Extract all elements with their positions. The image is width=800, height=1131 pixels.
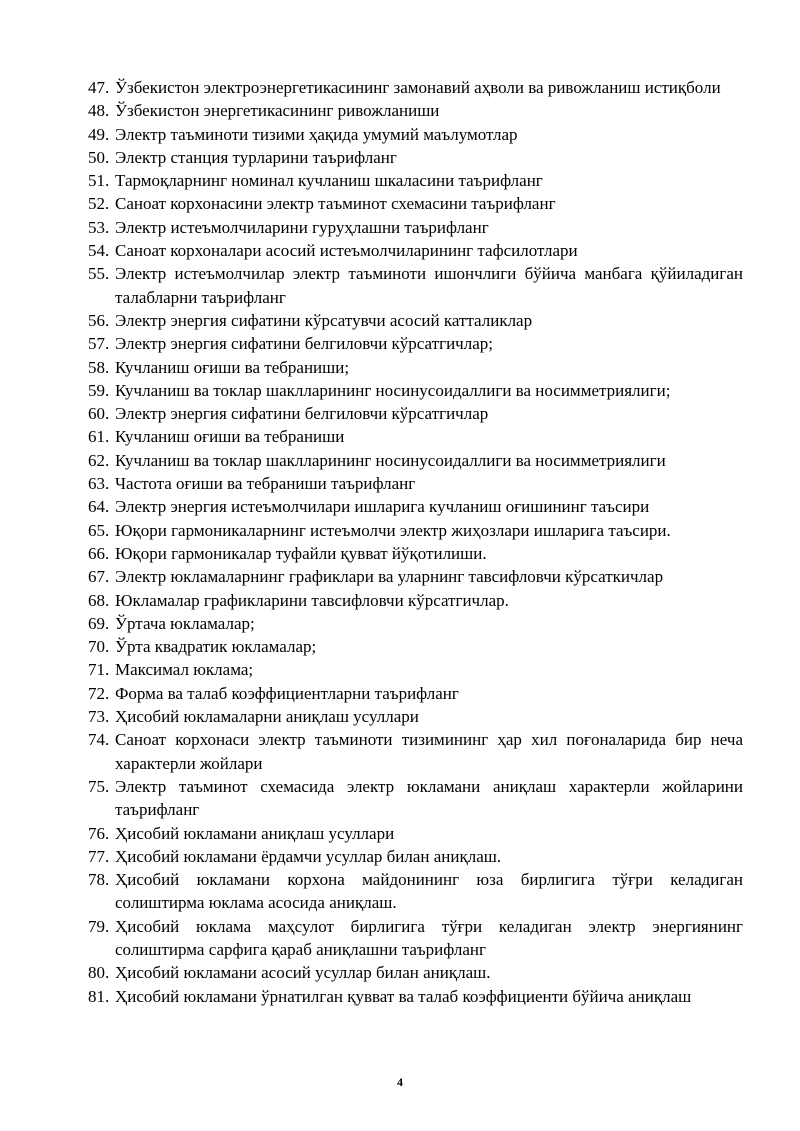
item-number: 77. bbox=[88, 846, 110, 866]
item-text: Ҳисобий юкламани ўрнатилган қувват ва талаб коэффициенти бўйича аниқлаш bbox=[115, 986, 692, 1006]
list-item bbox=[88, 822, 743, 845]
item-number: 62. bbox=[88, 450, 110, 470]
item-number: 78. bbox=[88, 870, 110, 890]
list-item bbox=[88, 123, 743, 146]
list-item bbox=[88, 332, 743, 355]
list-item bbox=[88, 379, 743, 402]
list-item bbox=[88, 961, 743, 984]
question-list bbox=[88, 76, 743, 1008]
item-number: 67. bbox=[88, 567, 110, 587]
item-number: 49. bbox=[88, 124, 110, 144]
item-text: Электр истеъмолчилар электр таъминоти ишончлиги бўйича манбага қўйиладиган талабларни таърифланг bbox=[115, 264, 743, 307]
item-number: 52. bbox=[88, 194, 110, 214]
item-number: 75. bbox=[88, 776, 110, 796]
list-item bbox=[88, 495, 743, 518]
list-item bbox=[88, 146, 743, 169]
list-item bbox=[88, 402, 743, 425]
item-number: 48. bbox=[88, 101, 110, 121]
item-text: Форма ва талаб коэффициентларни таърифланг bbox=[115, 683, 459, 703]
item-text: Электр энергия сифатини кўрсатувчи асосий катталиклар bbox=[115, 310, 533, 330]
item-text: Частота оғиши ва тебраниши таърифланг bbox=[115, 474, 416, 494]
item-text: Юқори гармоникаларнинг истеъмолчи электр жиҳозлари ишларига таъсири. bbox=[115, 520, 671, 540]
item-text: Ҳисобий юклама маҳсулот бирлигига тўғри келадиган электр энергиянинг солиштирма сарфига қараб аниқлашни таърифланг bbox=[115, 916, 743, 959]
item-number: 58. bbox=[88, 357, 110, 377]
item-number: 72. bbox=[88, 683, 110, 703]
item-number: 63. bbox=[88, 474, 110, 494]
item-text: Ўрта квадратик юкламалар; bbox=[115, 637, 317, 657]
list-item bbox=[88, 262, 743, 309]
item-number: 69. bbox=[88, 613, 110, 633]
item-text: Кучланиш оғиши ва тебраниши; bbox=[115, 357, 350, 377]
item-number: 73. bbox=[88, 707, 110, 727]
item-number: 60. bbox=[88, 404, 110, 424]
item-text: Юқори гармоникалар туфайли қувват йўқотилиши. bbox=[115, 543, 487, 563]
item-number: 50. bbox=[88, 147, 110, 167]
item-number: 65. bbox=[88, 520, 110, 540]
item-text: Электр энергия истеъмолчилари ишларига кучланиш оғишининг таъсири bbox=[115, 497, 650, 517]
list-item bbox=[88, 635, 743, 658]
item-number: 47. bbox=[88, 78, 110, 97]
list-item bbox=[88, 472, 743, 495]
list-item bbox=[88, 589, 743, 612]
item-text: Ўзбекистон энергетикасининг ривожланиши bbox=[115, 101, 440, 121]
item-number: 76. bbox=[88, 823, 110, 843]
list-item bbox=[88, 775, 743, 822]
item-number: 54. bbox=[88, 241, 110, 261]
item-text: Электр таъминоти тизими ҳақида умумий маълумотлар bbox=[115, 124, 518, 144]
item-text: Саноат корхонасини электр таъминот схемасини таърифланг bbox=[115, 194, 556, 214]
list-item bbox=[88, 542, 743, 565]
item-text: Ҳисобий юкламаларни аниқлаш усуллари bbox=[115, 707, 419, 727]
list-item bbox=[88, 76, 743, 99]
item-number: 66. bbox=[88, 543, 110, 563]
list-item bbox=[88, 519, 743, 542]
item-number: 79. bbox=[88, 916, 110, 936]
list-item bbox=[88, 682, 743, 705]
item-number: 51. bbox=[88, 171, 110, 191]
item-text: Ўзбекистон электроэнергетикасининг замонавий аҳволи ва ривожланиш истиқболи bbox=[115, 78, 721, 97]
item-number: 56. bbox=[88, 310, 110, 330]
item-text: Ҳисобий юкламани асосий усуллар билан аниқлаш. bbox=[115, 963, 491, 983]
item-text: Ҳисобий юкламани аниқлаш усуллари bbox=[115, 823, 395, 843]
item-text: Электр станция турларини таърифланг bbox=[115, 147, 397, 167]
item-number: 71. bbox=[88, 660, 110, 680]
list-item bbox=[88, 449, 743, 472]
list-item bbox=[88, 356, 743, 379]
item-number: 74. bbox=[88, 730, 110, 750]
list-item bbox=[88, 192, 743, 215]
item-number: 57. bbox=[88, 334, 110, 354]
list-item bbox=[88, 845, 743, 868]
item-text: Максимал юклама; bbox=[115, 660, 254, 680]
list-item bbox=[88, 216, 743, 239]
item-text: Электр таъминот схемасида электр юкламани аниқлаш характерли жойларини таърифланг bbox=[115, 776, 743, 820]
list-item bbox=[88, 658, 743, 681]
list-item bbox=[88, 99, 743, 122]
item-number: 55. bbox=[88, 264, 110, 284]
item-number: 80. bbox=[88, 963, 110, 983]
list-item bbox=[88, 425, 743, 448]
item-text: Кучланиш ва токлар шаклларининг носинусоидаллиги ва носимметриялиги bbox=[115, 450, 666, 470]
list-item bbox=[88, 309, 743, 332]
item-text: Юкламалар графикларини тавсифловчи кўрсатгичлар. bbox=[115, 590, 509, 610]
item-number: 64. bbox=[88, 497, 110, 517]
item-text: Ўртача юкламалар; bbox=[115, 613, 255, 633]
item-text: Ҳисобий юкламани корхона майдонининг юза бирлигига тўғри келадиган солиштирма юклама асосида аниқлаш. bbox=[115, 870, 743, 913]
list-item bbox=[88, 915, 743, 962]
item-text: Кучланиш оғиши ва тебраниши bbox=[115, 427, 345, 447]
list-item bbox=[88, 705, 743, 728]
item-text: Электр энергия сифатини белгиловчи кўрсатгичлар bbox=[115, 404, 489, 424]
item-number: 68. bbox=[88, 590, 110, 610]
item-text: Тармоқларнинг номинал кучланиш шкаласини таърифланг bbox=[115, 171, 543, 191]
list-item bbox=[88, 728, 743, 775]
list-item bbox=[88, 565, 743, 588]
item-text: Электр энергия сифатини белгиловчи кўрсатгичлар; bbox=[115, 334, 493, 354]
list-item bbox=[88, 169, 743, 192]
item-number: 59. bbox=[88, 380, 110, 400]
item-text: Саноат корхонаси электр таъминоти тизимининг ҳар хил поғоналарида бир неча характерли жойлари bbox=[115, 730, 743, 773]
item-number: 81. bbox=[88, 986, 110, 1006]
item-text: Электр истеъмолчиларини гуруҳлашни таърифланг bbox=[115, 217, 489, 237]
list-item bbox=[88, 868, 743, 915]
item-text: Ҳисобий юкламани ёрдамчи усуллар билан аниқлаш. bbox=[115, 846, 502, 866]
item-text: Саноат корхоналари асосий истеъмолчиларининг тафсилотлари bbox=[115, 241, 578, 261]
item-text: Электр юкламаларнинг графиклари ва уларнинг тавсифловчи кўрсаткичлар bbox=[115, 567, 664, 587]
list-item bbox=[88, 612, 743, 635]
item-number: 70. bbox=[88, 637, 110, 657]
page-number: 4 bbox=[397, 1075, 403, 1089]
item-number: 61. bbox=[88, 427, 110, 447]
item-text: Кучланиш ва токлар шаклларининг носинусоидаллиги ва носимметриялиги; bbox=[115, 380, 671, 400]
list-item bbox=[88, 239, 743, 262]
item-number: 53. bbox=[88, 217, 110, 237]
list-item bbox=[88, 985, 743, 1008]
